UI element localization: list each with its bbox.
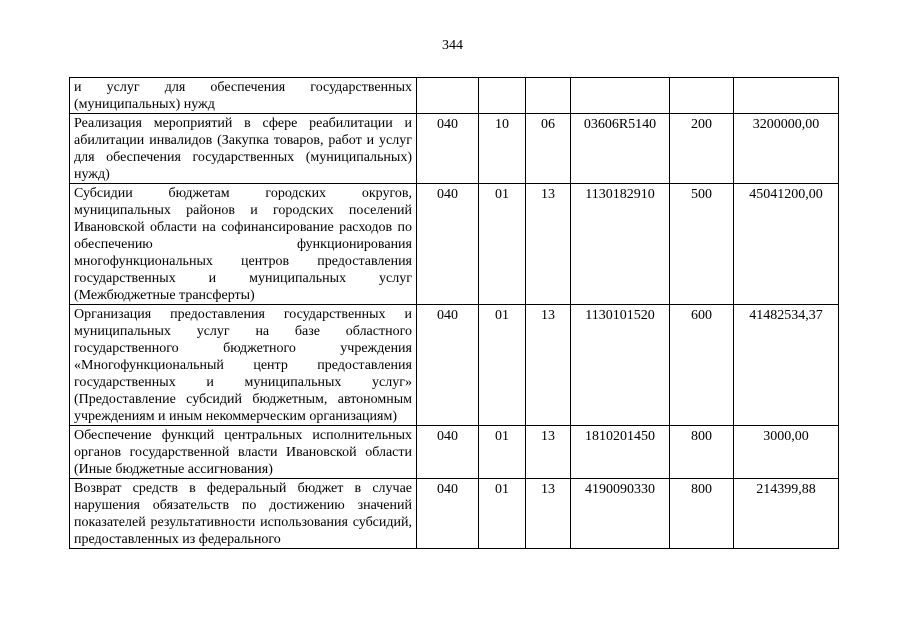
ministry-code: 040	[417, 479, 479, 549]
target-article-code: 1130182910	[571, 184, 670, 305]
row-description: и услуг для обеспечения государственных (муниципальных) нужд	[70, 78, 417, 114]
subsection-code: 13	[526, 184, 571, 305]
target-article-code: 03606R5140	[571, 114, 670, 184]
amount: 214399,88	[734, 479, 839, 549]
table-row	[70, 114, 839, 184]
section-code: 01	[479, 305, 526, 426]
row-description: Возврат средств в федеральный бюджет в случае нарушения обязательств по достижению значений показателей результативности использования субсидий, предоставленных из федерального	[70, 479, 417, 549]
expense-type-code	[670, 78, 734, 114]
expense-type-code: 200	[670, 114, 734, 184]
subsection-code	[526, 78, 571, 114]
target-article-code: 4190090330	[571, 479, 670, 549]
target-article-code	[571, 78, 670, 114]
amount	[734, 78, 839, 114]
expense-type-code: 800	[670, 426, 734, 479]
subsection-code: 13	[526, 479, 571, 549]
table-row	[70, 305, 839, 426]
ministry-code: 040	[417, 114, 479, 184]
ministry-code: 040	[417, 184, 479, 305]
amount: 41482534,37	[734, 305, 839, 426]
ministry-code: 040	[417, 426, 479, 479]
budget-table	[69, 77, 839, 549]
row-description: Реализация мероприятий в сфере реабилитации и абилитации инвалидов (Закупка товаров, работ и услуг для обеспечения государственных (муниципальных) нужд)	[70, 114, 417, 184]
section-code: 01	[479, 426, 526, 479]
amount: 3200000,00	[734, 114, 839, 184]
amount: 45041200,00	[734, 184, 839, 305]
subsection-code: 06	[526, 114, 571, 184]
table-row	[70, 184, 839, 305]
section-code	[479, 78, 526, 114]
table-row	[70, 78, 839, 114]
target-article-code: 1810201450	[571, 426, 670, 479]
row-description: Организация предоставления государственных и муниципальных услуг на базе областного государственного бюджетного учреждения «Многофункциональный центр предоставления государственных и муниципальных услуг» (Предоставление субсидий бюджетным, автономным учреждениям и иным некоммерческим организациям)	[70, 305, 417, 426]
section-code: 01	[479, 184, 526, 305]
row-description: Обеспечение функций центральных исполнительных органов государственной власти Ивановской области (Иные бюджетные ассигнования)	[70, 426, 417, 479]
ministry-code: 040	[417, 305, 479, 426]
page-number: 344	[442, 38, 463, 53]
subsection-code: 13	[526, 426, 571, 479]
table-row	[70, 479, 839, 549]
ministry-code	[417, 78, 479, 114]
table-row	[70, 426, 839, 479]
target-article-code: 1130101520	[571, 305, 670, 426]
amount: 3000,00	[734, 426, 839, 479]
section-code: 01	[479, 479, 526, 549]
expense-type-code: 600	[670, 305, 734, 426]
expense-type-code: 500	[670, 184, 734, 305]
subsection-code: 13	[526, 305, 571, 426]
expense-type-code: 800	[670, 479, 734, 549]
section-code: 10	[479, 114, 526, 184]
row-description: Субсидии бюджетам городских округов, муниципальных районов и городских поселений Ивановской области на софинансирование расходов по обеспечению функционирования многофункциональных центров предоставления государственных и муниципальных услуг (Межбюджетные трансферты)	[70, 184, 417, 305]
